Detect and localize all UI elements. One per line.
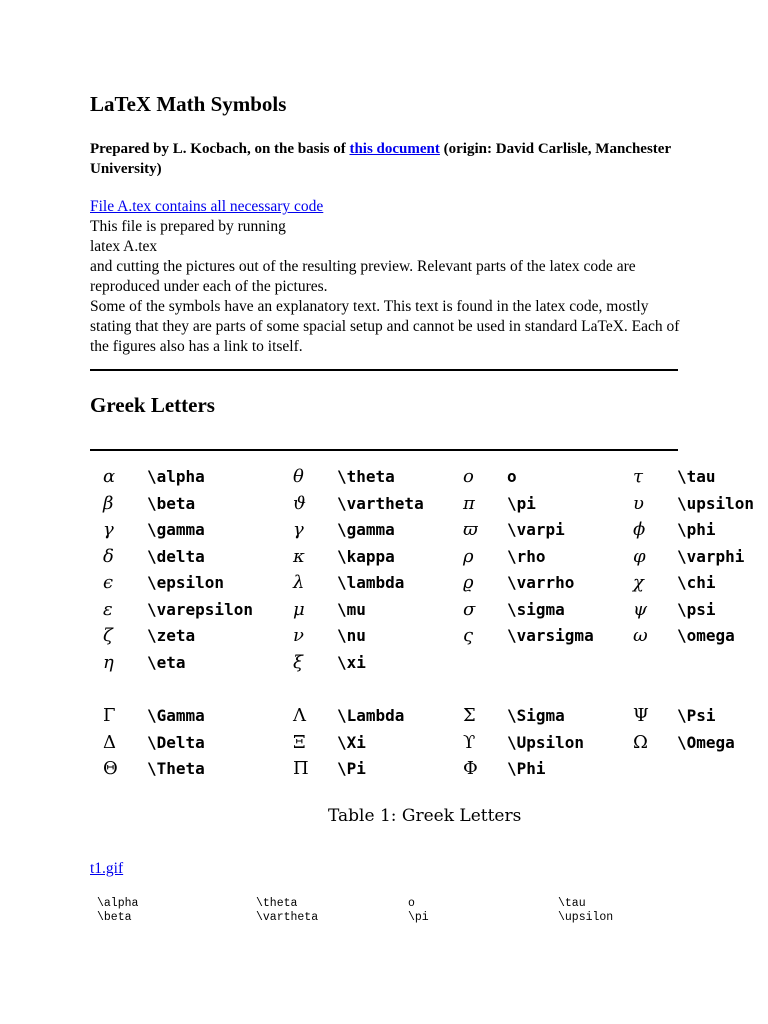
latex-code-line: o (408, 897, 415, 910)
greek-symbol: Δ (103, 731, 116, 753)
greek-symbol: χ (633, 572, 644, 593)
greek-symbol: α (103, 466, 116, 487)
latex-code-line: \upsilon (558, 911, 614, 924)
latex-command: \varsigma (507, 626, 594, 645)
greek-symbol: Θ (103, 758, 118, 779)
latex-command: \vartheta (337, 493, 424, 513)
file-a-tex-link[interactable]: File A.tex contains all necessary code (90, 198, 324, 215)
prepared-suffix: (origin: David Carlisle, Manchester University) (90, 141, 671, 177)
greek-symbol: θ (293, 466, 304, 487)
page-title: LaTeX Math Symbols (90, 92, 287, 116)
latex-command: \Delta (147, 732, 205, 752)
section-title: Greek Letters (90, 393, 215, 417)
prepared-prefix: Prepared by L. Kocbach, on the basis of (90, 141, 350, 157)
latex-command: \chi (677, 573, 716, 592)
greek-symbol: o (463, 466, 474, 487)
horizontal-rule (90, 369, 678, 371)
greek-symbol: ϑ (293, 492, 306, 514)
greek-symbol: ξ (293, 651, 303, 673)
latex-command: \delta (147, 546, 205, 566)
latex-code-line: \alpha (97, 897, 139, 910)
greek-symbol: δ (103, 545, 114, 567)
latex-command: \Pi (337, 759, 366, 778)
latex-command: \Upsilon (507, 732, 585, 752)
latex-command: \pi (507, 493, 536, 513)
latex-command: \omega (677, 626, 735, 645)
latex-command: \mu (337, 599, 366, 619)
latex-code-column (97, 897, 138, 925)
latex-command: \xi (337, 652, 366, 672)
greek-symbol: ϒ (463, 731, 476, 753)
greek-symbol: Ξ (293, 731, 306, 753)
t1-gif-link[interactable]: t1.gif (90, 860, 124, 877)
latex-command: \Omega (677, 732, 735, 752)
greek-symbol: Ω (633, 731, 648, 753)
greek-symbol: τ (633, 466, 643, 487)
greek-symbol: ς (463, 625, 474, 646)
greek-symbol: ψ (633, 598, 648, 620)
greek-symbol: ϖ (463, 519, 478, 540)
latex-code-line: \pi (408, 911, 429, 924)
greek-symbol: μ (293, 598, 305, 620)
latex-command: \Lambda (337, 706, 405, 725)
latex-command: \kappa (337, 546, 395, 566)
intro-line: latex A.tex (90, 238, 158, 255)
horizontal-rule (90, 449, 678, 451)
latex-command: \rho (507, 546, 546, 566)
greek-symbol: Γ (103, 705, 116, 726)
greek-symbol: ζ (103, 625, 113, 646)
greek-symbol: σ (463, 598, 476, 620)
intro-line: This file is prepared by running (90, 218, 286, 235)
latex-command: \nu (337, 626, 366, 645)
latex-command: \varpi (507, 520, 565, 539)
greek-symbol: γ (293, 519, 304, 540)
latex-command: \varrho (507, 573, 575, 592)
greek-symbol: Ψ (633, 705, 649, 726)
latex-code-column (558, 897, 613, 925)
greek-symbol: ω (633, 625, 648, 646)
latex-command: \varepsilon (147, 599, 253, 619)
latex-command: \upsilon (677, 493, 755, 513)
latex-command: \lambda (337, 573, 405, 592)
latex-code-column (256, 897, 318, 925)
latex-code-line: \theta (256, 897, 298, 910)
greek-symbol: ε (103, 598, 113, 620)
latex-command: \gamma (337, 520, 395, 539)
latex-command: \Sigma (507, 706, 565, 725)
greek-symbol: ϕ (633, 519, 646, 540)
latex-command: \zeta (147, 626, 196, 645)
this-document-link[interactable]: this document (349, 141, 440, 157)
latex-command: \Psi (677, 706, 716, 725)
latex-command: \psi (677, 599, 716, 619)
greek-symbol: ϱ (463, 572, 474, 593)
latex-command: \Gamma (147, 706, 205, 725)
greek-symbol: η (103, 651, 114, 673)
greek-symbol: κ (293, 545, 305, 567)
latex-code-line: \vartheta (256, 911, 319, 924)
greek-symbol: π (463, 492, 475, 514)
intro-line: and cutting the pictures out of the resulting preview. Relevant parts of the latex code are reproduced under each of the pictures. (90, 258, 636, 295)
table-caption: Table 1: Greek Letters (328, 806, 522, 826)
greek-symbol: β (103, 492, 114, 514)
latex-command: \phi (677, 520, 716, 539)
latex-command: \sigma (507, 599, 565, 619)
greek-symbol: Σ (463, 705, 476, 726)
greek-symbol: ν (293, 625, 304, 646)
greek-symbol: Φ (463, 758, 478, 779)
latex-command: \tau (677, 467, 716, 486)
greek-symbol: ϵ (103, 572, 114, 593)
greek-symbol: φ (633, 545, 646, 567)
latex-command: \gamma (147, 520, 205, 539)
latex-command: \Theta (147, 759, 205, 778)
latex-command: \alpha (147, 467, 205, 486)
greek-symbol: Π (293, 758, 309, 779)
latex-command: \Xi (337, 732, 366, 752)
latex-code-column (408, 897, 429, 925)
latex-command: \beta (147, 493, 196, 513)
latex-command: \eta (147, 652, 186, 672)
greek-symbol: Λ (293, 705, 306, 726)
latex-command: \epsilon (147, 573, 225, 592)
latex-code-line: \beta (97, 911, 132, 924)
greek-symbol: λ (293, 572, 305, 593)
intro-line: Some of the symbols have an explanatory text. This text is found in the latex code, mostly stating that they are parts of some spacial setup and cannot be used in standard LaTeX. Each of the figures also has a link to itself. (90, 298, 680, 355)
latex-command: \varphi (677, 546, 745, 566)
greek-symbol: υ (633, 492, 644, 514)
intro-block (90, 197, 690, 357)
latex-command: o (507, 467, 517, 486)
prepared-by-text (90, 139, 690, 179)
greek-symbol: ρ (463, 545, 474, 567)
greek-symbol: γ (103, 519, 114, 540)
latex-command: \Phi (507, 759, 546, 778)
latex-code-line: \tau (558, 897, 586, 910)
latex-command: \theta (337, 467, 395, 486)
